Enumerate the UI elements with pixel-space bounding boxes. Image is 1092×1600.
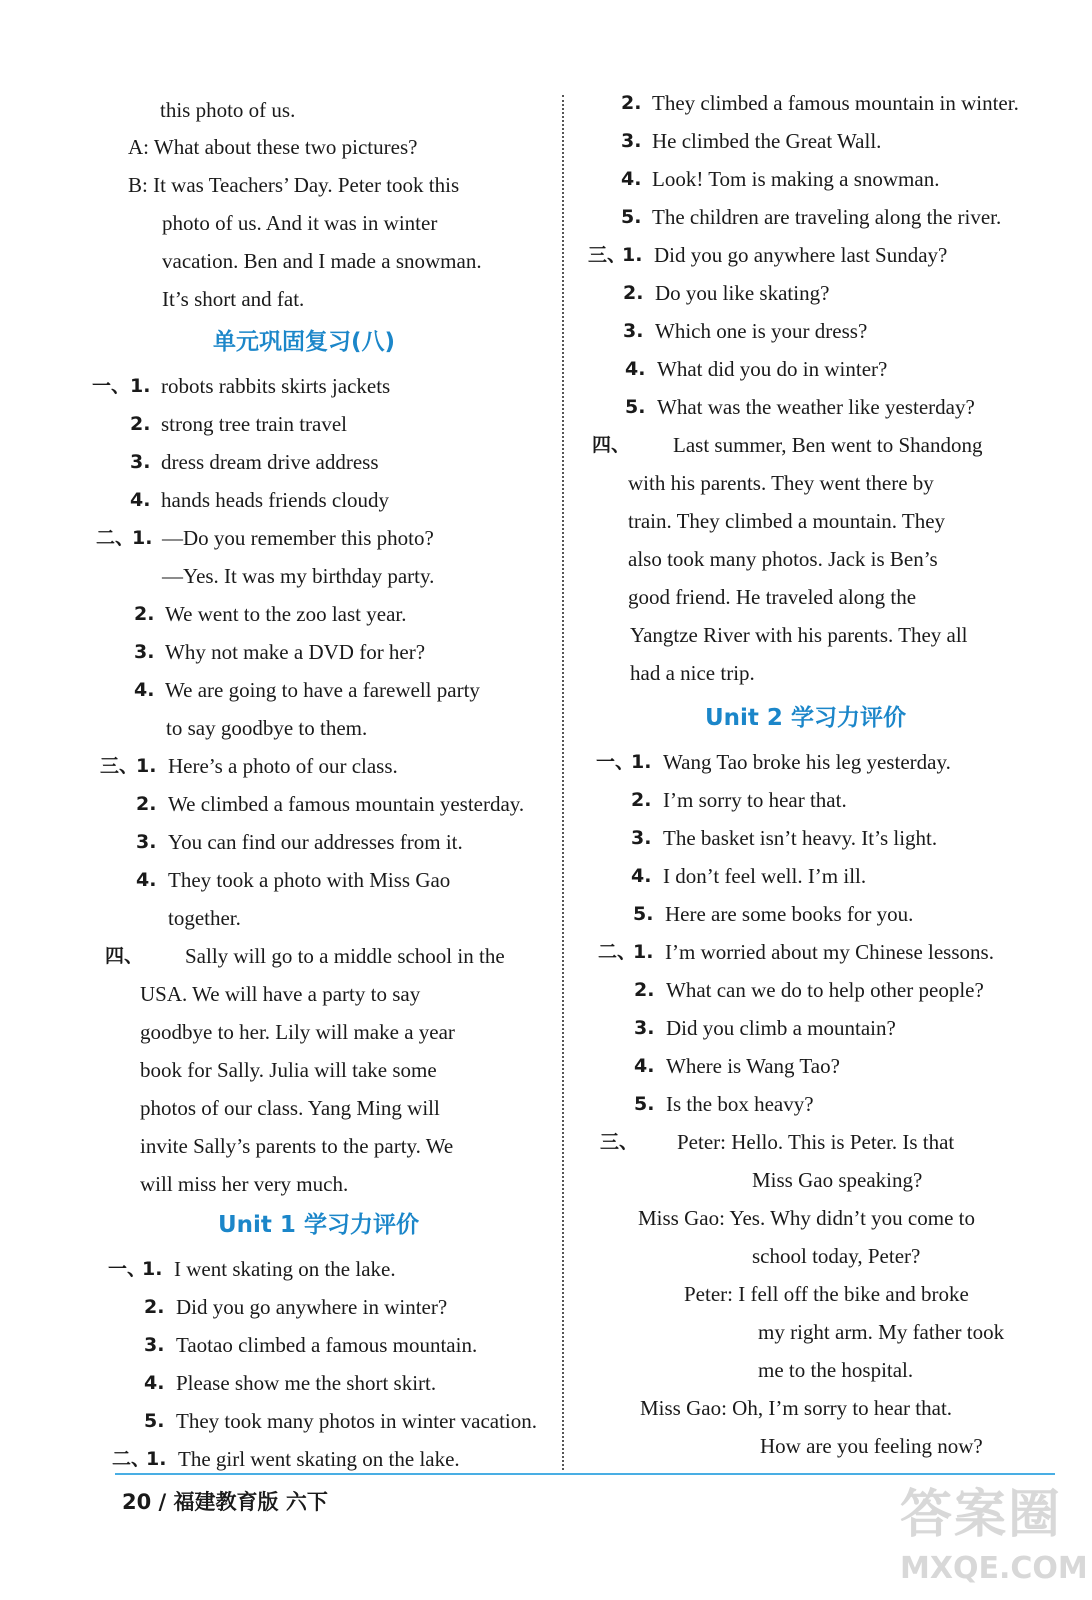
- answer-line: The girl went skating on the lake.: [178, 1447, 460, 1471]
- answer-line: USA. We will have a party to say: [140, 982, 421, 1006]
- item-number: 4.: [130, 489, 151, 511]
- answer-line: He climbed the Great Wall.: [652, 129, 882, 153]
- section-marker: 一、: [596, 751, 635, 773]
- item-number: 1.: [136, 755, 157, 777]
- answer-line: Please show me the short skirt.: [176, 1371, 437, 1395]
- answer-line: Peter: Hello. This is Peter. Is that: [677, 1130, 955, 1154]
- answer-line: will miss her very much.: [140, 1172, 349, 1196]
- item-number: 4.: [136, 869, 157, 891]
- answer-line: What can we do to help other people?: [666, 978, 984, 1002]
- answer-line: to say goodbye to them.: [166, 716, 368, 740]
- item-number: 5.: [144, 1410, 165, 1432]
- answer-line: I don’t feel well. I’m ill.: [663, 864, 867, 888]
- item-number: 2.: [621, 92, 642, 114]
- item-number: 4.: [634, 1055, 655, 1077]
- answer-line: —Yes. It was my birthday party.: [162, 564, 435, 588]
- item-number: 1.: [146, 1448, 167, 1470]
- answer-line: How are you feeling now?: [760, 1434, 983, 1458]
- column-divider: [562, 95, 564, 1470]
- answer-line: book for Sally. Julia will take some: [140, 1058, 437, 1082]
- answer-line: with his parents. They went there by: [628, 471, 934, 495]
- answer-line: good friend. He traveled along the: [628, 585, 917, 609]
- answer-line: I’m sorry to hear that.: [663, 788, 847, 812]
- item-number: 3.: [130, 451, 151, 473]
- item-number: 3.: [631, 827, 652, 849]
- footer-rule: [115, 1473, 1055, 1475]
- answer-line: vacation. Ben and I made a snowman.: [162, 249, 482, 273]
- item-number: 5.: [634, 1093, 655, 1115]
- answer-line: Miss Gao: Oh, I’m sorry to hear that.: [640, 1396, 953, 1420]
- item-number: 5.: [621, 206, 642, 228]
- page-number: 20: [122, 1490, 152, 1514]
- answer-line: We climbed a famous mountain yesterday.: [168, 792, 525, 816]
- section-heading: Unit 1 学习力评价: [218, 1212, 419, 1238]
- answer-line: Is the box heavy?: [666, 1092, 814, 1116]
- answer-line: train. They climbed a mountain. They: [628, 509, 946, 533]
- answer-line: dress dream drive address: [161, 450, 379, 474]
- answer-line: You can find our addresses from it.: [168, 830, 463, 854]
- answer-line: What did you do in winter?: [657, 357, 888, 381]
- answer-line: Did you go anywhere last Sunday?: [654, 243, 948, 267]
- item-number: 2.: [130, 413, 151, 435]
- page-footer: [122, 1488, 328, 1516]
- answer-line: The basket isn’t heavy. It’s light.: [663, 826, 938, 850]
- answer-line: Which one is your dress?: [655, 319, 868, 343]
- item-number: 2.: [136, 793, 157, 815]
- answer-line: invite Sally’s parents to the party. We: [140, 1134, 454, 1158]
- answer-line: Wang Tao broke his leg yesterday.: [663, 750, 951, 774]
- answer-line: Here are some books for you.: [665, 902, 914, 926]
- item-number: 3.: [136, 831, 157, 853]
- answer-line: school today, Peter?: [752, 1244, 921, 1268]
- item-number: 5.: [633, 903, 654, 925]
- answer-line: It’s short and fat.: [162, 287, 305, 311]
- section-marker: 一、: [92, 375, 131, 397]
- answer-line: They took a photo with Miss Gao: [168, 868, 451, 892]
- item-number: 3.: [144, 1334, 165, 1356]
- answer-line: We are going to have a farewell party: [165, 678, 480, 702]
- item-number: 3.: [634, 1017, 655, 1039]
- section-marker: 四、: [105, 945, 144, 967]
- answer-line: I’m worried about my Chinese lessons.: [665, 940, 994, 964]
- answer-line: Yangtze River with his parents. They all: [630, 623, 968, 647]
- answer-line: my right arm. My father took: [758, 1320, 1005, 1344]
- item-number: 4.: [621, 168, 642, 190]
- section-heading: 单元巩固复习(八): [213, 329, 396, 355]
- section-marker: 二、: [598, 941, 637, 963]
- section-marker: 一、: [108, 1258, 147, 1280]
- item-number: 2.: [634, 979, 655, 1001]
- answer-line: Miss Gao: Yes. Why didn’t you come to: [638, 1206, 975, 1230]
- answer-line: robots rabbits skirts jackets: [161, 374, 391, 398]
- answer-line: Here’s a photo of our class.: [168, 754, 398, 778]
- item-number: 2.: [623, 282, 644, 304]
- answer-line: also took many photos. Jack is Ben’s: [628, 547, 938, 571]
- answer-line: Did you climb a mountain?: [666, 1016, 896, 1040]
- section-marker: 三、: [600, 1131, 639, 1153]
- answer-line: Where is Wang Tao?: [666, 1054, 840, 1078]
- answer-line: strong tree train travel: [161, 412, 348, 436]
- item-number: 2.: [134, 603, 155, 625]
- answer-line: I went skating on the lake.: [174, 1257, 396, 1281]
- answer-line: goodbye to her. Lily will make a year: [140, 1020, 455, 1044]
- item-number: 4.: [144, 1372, 165, 1394]
- answer-line: Peter: I fell off the bike and broke: [684, 1282, 969, 1306]
- watermark-logo: 答案圈: [900, 1485, 1063, 1545]
- answer-line: Sally will go to a middle school in the: [185, 944, 505, 968]
- item-number: 2.: [631, 789, 652, 811]
- answer-line: Last summer, Ben went to Shandong: [673, 433, 983, 457]
- answer-line: hands heads friends cloudy: [161, 488, 390, 512]
- answer-line: Miss Gao speaking?: [752, 1168, 923, 1192]
- answer-line: The children are traveling along the river.: [652, 205, 1002, 229]
- item-number: 1.: [633, 941, 654, 963]
- item-number: 2.: [144, 1296, 165, 1318]
- item-number: 1.: [622, 244, 643, 266]
- answer-line: Did you go anywhere in winter?: [176, 1295, 448, 1319]
- section-marker: 二、: [112, 1448, 151, 1470]
- section-marker: 四、: [592, 434, 631, 456]
- section-marker: 三、: [588, 244, 627, 266]
- answer-line: B: It was Teachers’ Day. Peter took this: [128, 173, 460, 197]
- answer-line: Do you like skating?: [655, 281, 830, 305]
- item-number: 1.: [142, 1258, 163, 1280]
- answer-line: What was the weather like yesterday?: [657, 395, 975, 419]
- item-number: 5.: [625, 396, 646, 418]
- item-number: 3.: [621, 130, 642, 152]
- answer-line: —Do you remember this photo?: [162, 526, 434, 550]
- answer-line: had a nice trip.: [630, 661, 755, 685]
- answer-line: this photo of us.: [160, 98, 296, 122]
- section-marker: 三、: [100, 755, 139, 777]
- answer-line: A: What about these two pictures?: [128, 135, 418, 159]
- answer-line: photos of our class. Yang Ming will: [140, 1096, 440, 1120]
- section-heading: Unit 2 学习力评价: [705, 705, 906, 731]
- item-number: 3.: [134, 641, 155, 663]
- item-number: 3.: [623, 320, 644, 342]
- answer-line: me to the hospital.: [758, 1358, 914, 1382]
- footer-separator: /: [158, 1490, 167, 1514]
- answer-line: We went to the zoo last year.: [165, 602, 407, 626]
- watermark-site: MXQE.COM: [900, 1551, 1088, 1586]
- answer-line: photo of us. And it was in winter: [162, 211, 438, 235]
- item-number: 4.: [134, 679, 155, 701]
- item-number: 4.: [631, 865, 652, 887]
- answer-line: Why not make a DVD for her?: [165, 640, 426, 664]
- watermark: [900, 1480, 1088, 1590]
- item-number: 4.: [625, 358, 646, 380]
- item-number: 1.: [130, 375, 151, 397]
- answer-line: together.: [168, 906, 241, 930]
- answer-line: They climbed a famous mountain in winter.: [652, 91, 1019, 115]
- answer-line: Taotao climbed a famous mountain.: [176, 1333, 478, 1357]
- item-number: 1.: [631, 751, 652, 773]
- item-number: 1.: [132, 527, 153, 549]
- section-marker: 二、: [96, 527, 135, 549]
- answer-line: They took many photos in winter vacation.: [176, 1409, 538, 1433]
- answer-line: Look! Tom is making a snowman.: [652, 167, 940, 191]
- edition-label: 福建教育版 六下: [173, 1490, 328, 1514]
